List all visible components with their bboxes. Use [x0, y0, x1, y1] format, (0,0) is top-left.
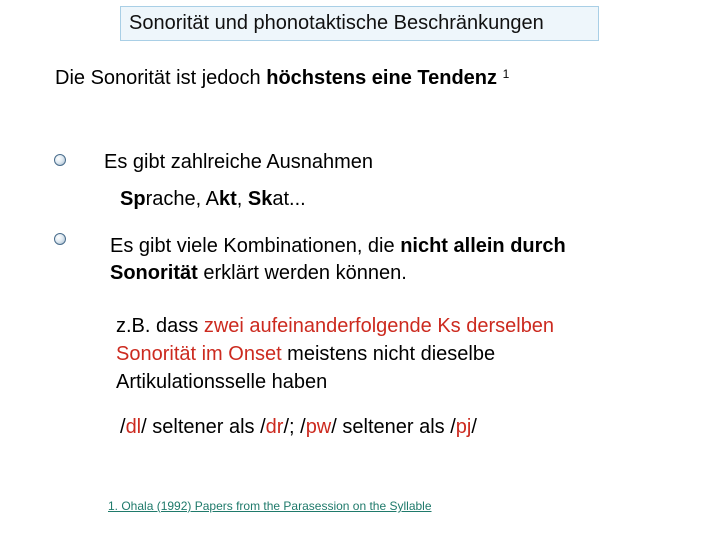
- example-line1: [116, 312, 554, 340]
- slash-text: /: [120, 416, 126, 438]
- bullet2-text: Es gibt viele Kombinationen, die: [110, 235, 401, 257]
- example-coda: kt: [218, 188, 237, 210]
- example-highlight: zwei aufeinanderfolgende Ks derselben: [203, 315, 555, 337]
- bullet2-emphasis: Sonorität: [110, 262, 198, 284]
- footnote-link[interactable]: 1. Ohala (1992) Papers from the Parasession on the Syllable: [108, 499, 432, 513]
- intro-line: [55, 60, 509, 92]
- example-rest: at...: [272, 188, 306, 210]
- slash-text: / seltener als /: [331, 416, 456, 438]
- example-rest: rache,: [145, 188, 206, 210]
- example-text: meistens nicht dieselbe: [281, 343, 496, 365]
- bullet2-emphasis: nicht allein durch: [400, 235, 566, 257]
- bullet2-line1: [110, 232, 566, 260]
- example-rest: ,: [236, 188, 248, 210]
- bullet1-examples: [120, 185, 306, 213]
- slide-title: Sonorität und phonotaktische Beschränkungen: [120, 6, 599, 41]
- bullet-icon: [54, 154, 66, 166]
- bullet2-line2: [110, 259, 407, 287]
- slash-text: /: [471, 416, 477, 438]
- cluster-pw: pw: [305, 416, 332, 438]
- slash-text: /; /: [283, 416, 306, 438]
- cluster-dl: dl: [125, 416, 142, 438]
- example-text: z.B. dass: [116, 315, 204, 337]
- intro-emphasis: höchstens eine Tendenz: [266, 67, 498, 89]
- example-onset: Sp: [120, 188, 146, 210]
- bullet1-text: Es gibt zahlreiche Ausnahmen: [104, 151, 374, 173]
- example-line3: Artikulationsselle haben: [116, 371, 328, 393]
- cluster-pj: pj: [455, 416, 472, 438]
- example-line2: [116, 340, 495, 368]
- example-plain: A: [205, 188, 219, 210]
- footnote-marker: 1: [502, 67, 510, 81]
- bullet-icon: [54, 233, 66, 245]
- slash-text: / seltener als /: [141, 416, 266, 438]
- example-onset: Sk: [247, 188, 273, 210]
- intro-text: Die Sonorität ist jedoch: [55, 67, 267, 89]
- bullet2-text: erklärt werden können.: [197, 262, 407, 284]
- cluster-pairs: [120, 413, 477, 441]
- cluster-dr: dr: [265, 416, 284, 438]
- example-highlight: Sonorität im Onset: [116, 343, 282, 365]
